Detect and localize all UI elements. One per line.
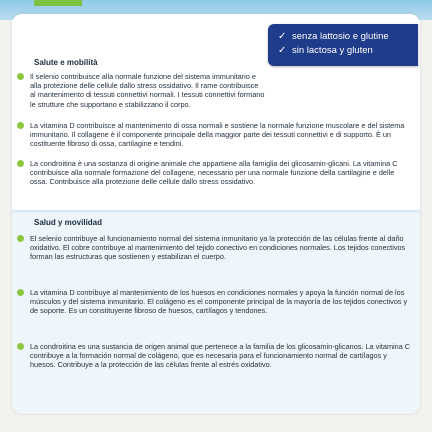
badge-line-italian-text: senza lattosio e glutine <box>292 31 389 42</box>
italian-item-2 <box>30 121 412 149</box>
spanish-item-2 <box>30 288 412 316</box>
bullet-dot-icon <box>17 73 24 80</box>
bullet-dot-icon <box>17 160 24 167</box>
spanish-item-1-text: El selenio contribuye al funcionamiento normal del sistema inmunitario ya la protección de las células frente al daño oxidativo. El cobre contribuye al mantenimiento del tejido conectivo en condiciones normales. Los tejidos conectivos forman las estructuras que sostienen y estabilizan el cuerpo. <box>30 234 406 262</box>
italian-heading: Salute e mobilità <box>34 58 98 67</box>
green-accent-strip <box>34 0 82 6</box>
badge-line-italian <box>278 31 389 43</box>
badge-line-spanish-text: sin lactosa y gluten <box>292 45 373 56</box>
spanish-item-2-text: La vitamina D contribuye al mantenimiento de los huesos en condiciones normales y apoya la función normal de los músculos y del sistema inmunitario. El colágeno es el componente principal de la mayoría de los tejidos conectivos y de soporte. Es un constituyente fibroso de huesos, cartílagos y tendones. <box>30 288 408 316</box>
italian-item-3-text: La condroitina è una sostanza di origine animale che appartiene alla famiglia dei glicosamin-glicani. La vitamina C contribuisce alla normale formazione del collagene, necessario per una normale funzione della cartilagine e delle ossa. Contribuisce alla protezione delle cellule dallo stress ossidativo. <box>30 159 398 187</box>
checkmark-icon: ✓ <box>278 31 287 42</box>
spanish-heading: Salud y movilidad <box>34 218 103 227</box>
section-divider <box>12 210 420 213</box>
italian-item-1 <box>30 72 266 109</box>
italian-item-2-text: La vitamina D contribuisce al mantenimento di ossa normali e sostiene la normale funzione muscolare e del sistema immunitario. Il collagene è il componente principale della maggior parte dei tessuti connettivi e di supporto. È un costituente fibroso di ossa, cartilagine e tendini. <box>30 121 405 149</box>
italian-item-3 <box>30 159 412 187</box>
italian-item-1-text: Il selenio contribuisce alla normale funzione del sistema immunitario e alla protezione delle cellule dallo stress ossidativo. Il rame contribuisce al mantenimento di tessuti connettivi normali. I tessuti connettivi formano le strutture che supportano e stabilizzano il corpo. <box>30 72 265 109</box>
checkmark-icon: ✓ <box>278 45 287 56</box>
bullet-dot-icon <box>17 343 24 350</box>
spanish-item-3 <box>30 342 412 370</box>
badge-line-spanish <box>278 45 373 57</box>
spanish-item-3-text: La condroitina es una sustancia de origen animal que pertenece a la familia de los glicosamin-glicanos. La vitamina C contribuye a la formación normal de colágeno, que es necesaria para el funcionamiento normal de cartílagos y huesos. Contribuye a la protección de las células frente al estrés oxidativo. <box>30 342 411 370</box>
spanish-item-1 <box>30 234 412 262</box>
spanish-section <box>12 210 420 414</box>
info-panel <box>12 14 420 414</box>
bullet-dot-icon <box>17 289 24 296</box>
bullet-dot-icon <box>17 235 24 242</box>
lactose-gluten-free-badge <box>268 24 418 66</box>
bullet-dot-icon <box>17 122 24 129</box>
